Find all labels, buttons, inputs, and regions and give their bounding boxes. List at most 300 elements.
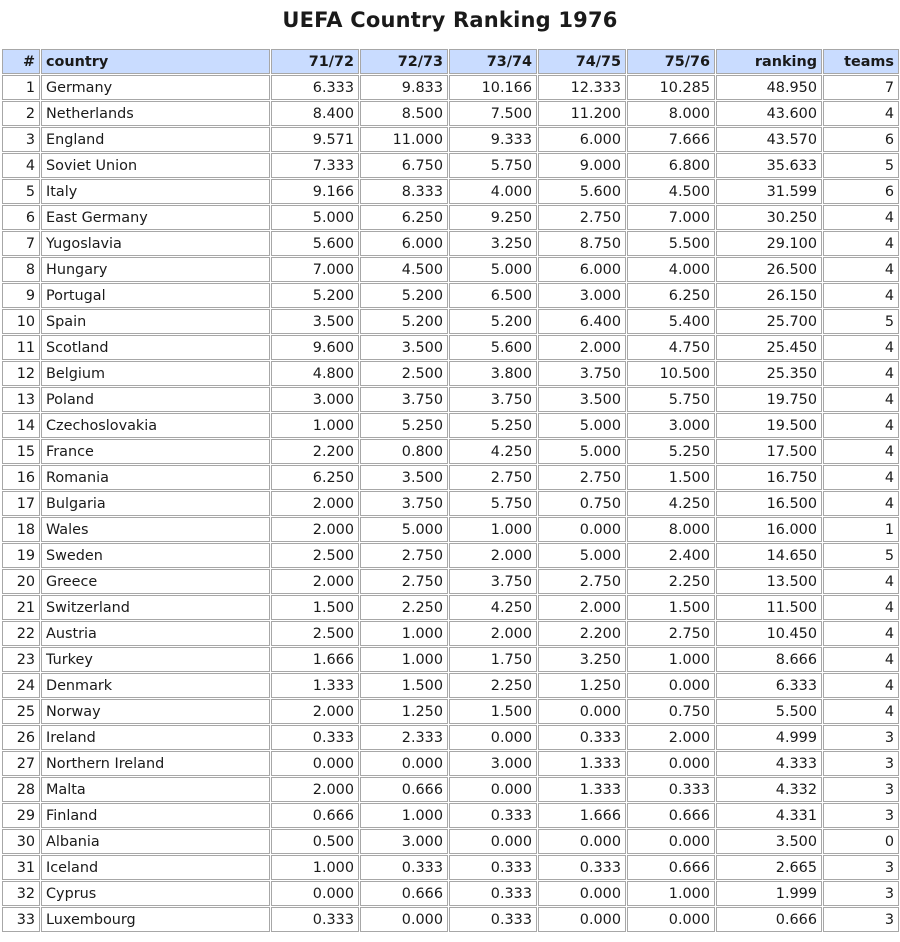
season-75-76-cell: 0.333 — [627, 777, 715, 802]
rank-cell: 8 — [2, 257, 40, 282]
rank-cell: 14 — [2, 413, 40, 438]
table-row — [2, 881, 899, 906]
country-cell: Germany — [41, 75, 270, 100]
season-73-74-cell: 5.750 — [449, 491, 537, 516]
country-cell: Scotland — [41, 335, 270, 360]
column-header: 75/76 — [627, 49, 715, 74]
rank-cell: 20 — [2, 569, 40, 594]
country-cell: Austria — [41, 621, 270, 646]
season-71-72-cell: 5.600 — [271, 231, 359, 256]
page-title: UEFA Country Ranking 1976 — [282, 8, 618, 32]
teams-cell: 0 — [823, 829, 899, 854]
season-75-76-cell: 0.000 — [627, 829, 715, 854]
country-cell: Northern Ireland — [41, 751, 270, 776]
country-cell: Czechoslovakia — [41, 413, 270, 438]
ranking-cell: 6.333 — [716, 673, 822, 698]
season-75-76-cell: 2.750 — [627, 621, 715, 646]
rank-cell: 28 — [2, 777, 40, 802]
season-71-72-cell: 1.666 — [271, 647, 359, 672]
season-73-74-cell: 0.000 — [449, 725, 537, 750]
rank-cell: 6 — [2, 205, 40, 230]
season-74-75-cell: 5.000 — [538, 413, 626, 438]
rank-cell: 2 — [2, 101, 40, 126]
season-73-74-cell: 3.000 — [449, 751, 537, 776]
teams-cell: 3 — [823, 855, 899, 880]
season-74-75-cell: 3.000 — [538, 283, 626, 308]
season-71-72-cell: 5.000 — [271, 205, 359, 230]
table-row — [2, 335, 899, 360]
season-73-74-cell: 5.600 — [449, 335, 537, 360]
season-72-73-cell: 5.200 — [360, 309, 448, 334]
season-74-75-cell: 2.750 — [538, 569, 626, 594]
season-75-76-cell: 1.000 — [627, 647, 715, 672]
ranking-cell: 35.633 — [716, 153, 822, 178]
season-72-73-cell: 1.500 — [360, 673, 448, 698]
teams-cell: 3 — [823, 907, 899, 932]
season-74-75-cell: 0.000 — [538, 517, 626, 542]
season-73-74-cell: 2.250 — [449, 673, 537, 698]
season-71-72-cell: 3.500 — [271, 309, 359, 334]
teams-cell: 4 — [823, 361, 899, 386]
season-74-75-cell: 5.000 — [538, 543, 626, 568]
season-72-73-cell: 6.000 — [360, 231, 448, 256]
season-71-72-cell: 9.166 — [271, 179, 359, 204]
season-74-75-cell: 5.000 — [538, 439, 626, 464]
season-72-73-cell: 0.333 — [360, 855, 448, 880]
ranking-cell: 11.500 — [716, 595, 822, 620]
table-row — [2, 257, 899, 282]
season-73-74-cell: 7.500 — [449, 101, 537, 126]
season-72-73-cell: 0.800 — [360, 439, 448, 464]
season-71-72-cell: 2.000 — [271, 777, 359, 802]
rank-cell: 1 — [2, 75, 40, 100]
rank-cell: 4 — [2, 153, 40, 178]
teams-cell: 4 — [823, 101, 899, 126]
table-row — [2, 725, 899, 750]
season-71-72-cell: 2.200 — [271, 439, 359, 464]
season-73-74-cell: 0.333 — [449, 803, 537, 828]
ranking-cell: 4.332 — [716, 777, 822, 802]
table-row — [2, 777, 899, 802]
rank-cell: 13 — [2, 387, 40, 412]
column-header: 72/73 — [360, 49, 448, 74]
season-73-74-cell: 1.000 — [449, 517, 537, 542]
table-row — [2, 101, 899, 126]
season-71-72-cell: 2.000 — [271, 699, 359, 724]
table-row — [2, 803, 899, 828]
rank-cell: 18 — [2, 517, 40, 542]
teams-cell: 4 — [823, 673, 899, 698]
ranking-cell: 4.333 — [716, 751, 822, 776]
country-cell: Wales — [41, 517, 270, 542]
season-73-74-cell: 2.000 — [449, 621, 537, 646]
ranking-cell: 4.999 — [716, 725, 822, 750]
table-row — [2, 179, 899, 204]
ranking-cell: 17.500 — [716, 439, 822, 464]
rank-cell: 9 — [2, 283, 40, 308]
table-row — [2, 439, 899, 464]
table-row — [2, 283, 899, 308]
ranking-cell: 1.999 — [716, 881, 822, 906]
season-73-74-cell: 2.000 — [449, 543, 537, 568]
season-73-74-cell: 4.250 — [449, 595, 537, 620]
season-73-74-cell: 5.200 — [449, 309, 537, 334]
teams-cell: 4 — [823, 465, 899, 490]
ranking-cell: 29.100 — [716, 231, 822, 256]
teams-cell: 4 — [823, 569, 899, 594]
country-cell: Albania — [41, 829, 270, 854]
table-row — [2, 673, 899, 698]
season-72-73-cell: 2.500 — [360, 361, 448, 386]
teams-cell: 4 — [823, 595, 899, 620]
season-74-75-cell: 12.333 — [538, 75, 626, 100]
rank-cell: 5 — [2, 179, 40, 204]
country-cell: England — [41, 127, 270, 152]
season-71-72-cell: 9.571 — [271, 127, 359, 152]
rank-cell: 16 — [2, 465, 40, 490]
season-73-74-cell: 3.800 — [449, 361, 537, 386]
rank-cell: 19 — [2, 543, 40, 568]
table-row — [2, 855, 899, 880]
teams-cell: 3 — [823, 881, 899, 906]
rank-cell: 33 — [2, 907, 40, 932]
country-cell: Switzerland — [41, 595, 270, 620]
ranking-cell: 26.150 — [716, 283, 822, 308]
season-72-73-cell: 8.500 — [360, 101, 448, 126]
season-72-73-cell: 2.750 — [360, 543, 448, 568]
season-74-75-cell: 9.000 — [538, 153, 626, 178]
table-row — [2, 595, 899, 620]
table-row — [2, 543, 899, 568]
country-cell: Romania — [41, 465, 270, 490]
season-75-76-cell: 4.250 — [627, 491, 715, 516]
season-75-76-cell: 0.750 — [627, 699, 715, 724]
table-row — [2, 907, 899, 932]
season-72-73-cell: 0.000 — [360, 751, 448, 776]
season-75-76-cell: 1.500 — [627, 465, 715, 490]
country-cell: Cyprus — [41, 881, 270, 906]
season-75-76-cell: 0.000 — [627, 751, 715, 776]
rank-cell: 31 — [2, 855, 40, 880]
country-cell: Spain — [41, 309, 270, 334]
country-cell: Soviet Union — [41, 153, 270, 178]
season-71-72-cell: 7.333 — [271, 153, 359, 178]
rank-cell: 22 — [2, 621, 40, 646]
season-71-72-cell: 2.000 — [271, 491, 359, 516]
season-75-76-cell: 0.000 — [627, 907, 715, 932]
teams-cell: 5 — [823, 309, 899, 334]
column-header: ranking — [716, 49, 822, 74]
rank-cell: 21 — [2, 595, 40, 620]
season-72-73-cell: 0.666 — [360, 777, 448, 802]
season-75-76-cell: 4.500 — [627, 179, 715, 204]
country-cell: Portugal — [41, 283, 270, 308]
table-row — [2, 231, 899, 256]
rank-cell: 26 — [2, 725, 40, 750]
season-75-76-cell: 2.250 — [627, 569, 715, 594]
season-73-74-cell: 6.500 — [449, 283, 537, 308]
table-row — [2, 465, 899, 490]
season-75-76-cell: 3.000 — [627, 413, 715, 438]
country-cell: Denmark — [41, 673, 270, 698]
season-74-75-cell: 6.000 — [538, 127, 626, 152]
season-73-74-cell: 9.250 — [449, 205, 537, 230]
season-74-75-cell: 0.000 — [538, 699, 626, 724]
season-74-75-cell: 6.000 — [538, 257, 626, 282]
season-72-73-cell: 8.333 — [360, 179, 448, 204]
table-row — [2, 621, 899, 646]
season-72-73-cell: 3.750 — [360, 491, 448, 516]
teams-cell: 4 — [823, 647, 899, 672]
season-75-76-cell: 10.500 — [627, 361, 715, 386]
rank-cell: 23 — [2, 647, 40, 672]
teams-cell: 6 — [823, 127, 899, 152]
season-75-76-cell: 7.000 — [627, 205, 715, 230]
season-72-73-cell: 11.000 — [360, 127, 448, 152]
ranking-cell: 2.665 — [716, 855, 822, 880]
season-73-74-cell: 0.333 — [449, 855, 537, 880]
season-71-72-cell: 9.600 — [271, 335, 359, 360]
teams-cell: 4 — [823, 621, 899, 646]
season-75-76-cell: 10.285 — [627, 75, 715, 100]
season-74-75-cell: 0.750 — [538, 491, 626, 516]
season-74-75-cell: 8.750 — [538, 231, 626, 256]
season-75-76-cell: 5.750 — [627, 387, 715, 412]
season-75-76-cell: 5.250 — [627, 439, 715, 464]
season-73-74-cell: 2.750 — [449, 465, 537, 490]
season-74-75-cell: 3.250 — [538, 647, 626, 672]
teams-cell: 4 — [823, 231, 899, 256]
teams-cell: 5 — [823, 153, 899, 178]
ranking-cell: 26.500 — [716, 257, 822, 282]
column-header: country — [41, 49, 270, 74]
season-72-73-cell: 6.750 — [360, 153, 448, 178]
season-73-74-cell: 4.000 — [449, 179, 537, 204]
season-74-75-cell: 6.400 — [538, 309, 626, 334]
season-75-76-cell: 0.000 — [627, 673, 715, 698]
season-73-74-cell: 3.750 — [449, 569, 537, 594]
teams-cell: 7 — [823, 75, 899, 100]
season-75-76-cell: 7.666 — [627, 127, 715, 152]
teams-cell: 4 — [823, 205, 899, 230]
season-74-75-cell: 0.000 — [538, 829, 626, 854]
country-cell: Belgium — [41, 361, 270, 386]
ranking-cell: 3.500 — [716, 829, 822, 854]
teams-cell: 4 — [823, 413, 899, 438]
season-71-72-cell: 3.000 — [271, 387, 359, 412]
ranking-cell: 16.500 — [716, 491, 822, 516]
table-row — [2, 569, 899, 594]
season-71-72-cell: 0.000 — [271, 881, 359, 906]
season-74-75-cell: 1.333 — [538, 777, 626, 802]
season-71-72-cell: 0.000 — [271, 751, 359, 776]
season-74-75-cell: 11.200 — [538, 101, 626, 126]
teams-cell: 6 — [823, 179, 899, 204]
rank-cell: 27 — [2, 751, 40, 776]
column-header: 73/74 — [449, 49, 537, 74]
country-cell: Ireland — [41, 725, 270, 750]
season-72-73-cell: 2.750 — [360, 569, 448, 594]
season-72-73-cell: 5.200 — [360, 283, 448, 308]
rank-cell: 15 — [2, 439, 40, 464]
season-74-75-cell: 5.600 — [538, 179, 626, 204]
rank-cell: 12 — [2, 361, 40, 386]
season-73-74-cell: 0.333 — [449, 907, 537, 932]
teams-cell: 3 — [823, 803, 899, 828]
rank-cell: 3 — [2, 127, 40, 152]
season-71-72-cell: 2.000 — [271, 569, 359, 594]
season-72-73-cell: 0.666 — [360, 881, 448, 906]
ranking-cell: 14.650 — [716, 543, 822, 568]
column-header: # — [2, 49, 40, 74]
country-cell: France — [41, 439, 270, 464]
season-73-74-cell: 5.750 — [449, 153, 537, 178]
season-71-72-cell: 6.333 — [271, 75, 359, 100]
table-row — [2, 387, 899, 412]
teams-cell: 1 — [823, 517, 899, 542]
season-75-76-cell: 6.800 — [627, 153, 715, 178]
teams-cell: 3 — [823, 777, 899, 802]
teams-cell: 4 — [823, 283, 899, 308]
season-74-75-cell: 1.250 — [538, 673, 626, 698]
season-72-73-cell: 1.000 — [360, 621, 448, 646]
season-75-76-cell: 8.000 — [627, 101, 715, 126]
season-71-72-cell: 7.000 — [271, 257, 359, 282]
table-row — [2, 127, 899, 152]
country-cell: Malta — [41, 777, 270, 802]
rank-cell: 25 — [2, 699, 40, 724]
ranking-cell: 19.750 — [716, 387, 822, 412]
rank-cell: 7 — [2, 231, 40, 256]
season-74-75-cell: 1.666 — [538, 803, 626, 828]
country-cell: Greece — [41, 569, 270, 594]
season-71-72-cell: 0.666 — [271, 803, 359, 828]
season-71-72-cell: 5.200 — [271, 283, 359, 308]
table-row — [2, 491, 899, 516]
country-cell: Netherlands — [41, 101, 270, 126]
table-row — [2, 751, 899, 776]
country-cell: East Germany — [41, 205, 270, 230]
season-74-75-cell: 2.750 — [538, 205, 626, 230]
table-row — [2, 75, 899, 100]
ranking-cell: 19.500 — [716, 413, 822, 438]
season-73-74-cell: 3.250 — [449, 231, 537, 256]
table-row — [2, 517, 899, 542]
season-71-72-cell: 1.000 — [271, 855, 359, 880]
season-73-74-cell: 1.750 — [449, 647, 537, 672]
season-73-74-cell: 4.250 — [449, 439, 537, 464]
season-71-72-cell: 0.333 — [271, 907, 359, 932]
season-71-72-cell: 2.500 — [271, 621, 359, 646]
season-72-73-cell: 1.000 — [360, 803, 448, 828]
season-73-74-cell: 1.500 — [449, 699, 537, 724]
season-74-75-cell: 2.750 — [538, 465, 626, 490]
season-75-76-cell: 1.000 — [627, 881, 715, 906]
table-row — [2, 829, 899, 854]
season-75-76-cell: 8.000 — [627, 517, 715, 542]
season-74-75-cell: 2.200 — [538, 621, 626, 646]
season-75-76-cell: 2.400 — [627, 543, 715, 568]
season-73-74-cell: 9.333 — [449, 127, 537, 152]
ranking-cell: 8.666 — [716, 647, 822, 672]
rank-cell: 30 — [2, 829, 40, 854]
country-cell: Iceland — [41, 855, 270, 880]
rank-cell: 32 — [2, 881, 40, 906]
country-cell: Bulgaria — [41, 491, 270, 516]
table-row — [2, 413, 899, 438]
season-74-75-cell: 0.333 — [538, 725, 626, 750]
ranking-cell: 31.599 — [716, 179, 822, 204]
ranking-cell: 43.600 — [716, 101, 822, 126]
season-72-73-cell: 6.250 — [360, 205, 448, 230]
season-73-74-cell: 5.250 — [449, 413, 537, 438]
rank-cell: 24 — [2, 673, 40, 698]
column-header: 74/75 — [538, 49, 626, 74]
ranking-cell: 0.666 — [716, 907, 822, 932]
season-74-75-cell: 3.750 — [538, 361, 626, 386]
season-71-72-cell: 6.250 — [271, 465, 359, 490]
season-74-75-cell: 1.333 — [538, 751, 626, 776]
season-75-76-cell: 0.666 — [627, 803, 715, 828]
teams-cell: 4 — [823, 387, 899, 412]
season-73-74-cell: 3.750 — [449, 387, 537, 412]
season-71-72-cell: 0.333 — [271, 725, 359, 750]
season-72-73-cell: 3.500 — [360, 465, 448, 490]
rank-cell: 11 — [2, 335, 40, 360]
rank-cell: 10 — [2, 309, 40, 334]
teams-cell: 4 — [823, 257, 899, 282]
column-header: 71/72 — [271, 49, 359, 74]
season-71-72-cell: 0.500 — [271, 829, 359, 854]
season-74-75-cell: 0.000 — [538, 881, 626, 906]
season-72-73-cell: 5.000 — [360, 517, 448, 542]
season-73-74-cell: 0.333 — [449, 881, 537, 906]
season-72-73-cell: 3.000 — [360, 829, 448, 854]
season-71-72-cell: 1.333 — [271, 673, 359, 698]
season-72-73-cell: 1.250 — [360, 699, 448, 724]
season-74-75-cell: 2.000 — [538, 335, 626, 360]
country-cell: Finland — [41, 803, 270, 828]
ranking-cell: 16.750 — [716, 465, 822, 490]
season-72-73-cell: 3.500 — [360, 335, 448, 360]
table-row — [2, 153, 899, 178]
season-72-73-cell: 1.000 — [360, 647, 448, 672]
season-74-75-cell: 3.500 — [538, 387, 626, 412]
ranking-cell: 16.000 — [716, 517, 822, 542]
season-74-75-cell: 0.000 — [538, 907, 626, 932]
rank-cell: 17 — [2, 491, 40, 516]
rank-cell: 29 — [2, 803, 40, 828]
season-71-72-cell: 1.000 — [271, 413, 359, 438]
season-74-75-cell: 2.000 — [538, 595, 626, 620]
season-71-72-cell: 2.000 — [271, 517, 359, 542]
season-73-74-cell: 0.000 — [449, 777, 537, 802]
season-72-73-cell: 5.250 — [360, 413, 448, 438]
country-cell: Norway — [41, 699, 270, 724]
season-73-74-cell: 0.000 — [449, 829, 537, 854]
teams-cell: 4 — [823, 439, 899, 464]
season-75-76-cell: 4.000 — [627, 257, 715, 282]
table-row — [2, 205, 899, 230]
season-72-73-cell: 3.750 — [360, 387, 448, 412]
season-75-76-cell: 5.400 — [627, 309, 715, 334]
country-cell: Sweden — [41, 543, 270, 568]
ranking-cell: 4.331 — [716, 803, 822, 828]
ranking-table — [1, 48, 900, 933]
table-row — [2, 699, 899, 724]
season-72-73-cell: 4.500 — [360, 257, 448, 282]
ranking-cell: 48.950 — [716, 75, 822, 100]
